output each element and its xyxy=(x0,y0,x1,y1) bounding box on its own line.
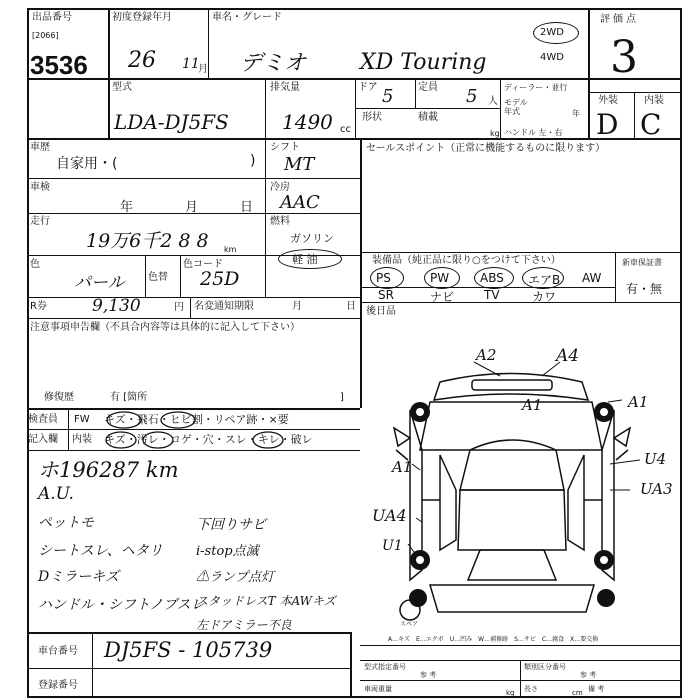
repair-history-value: 有 [箇所 xyxy=(110,392,148,403)
interior-label: 内装 xyxy=(644,95,664,106)
chassis-label-div xyxy=(92,632,93,698)
damage-mark-ua4: UA4 xyxy=(372,506,407,525)
note-right-1: i-stop点滅 xyxy=(196,544,259,559)
equip-ps: PS xyxy=(376,271,391,285)
damage-mark-u1: U1 xyxy=(382,538,403,554)
chassis-right xyxy=(350,632,352,698)
recycle-label: R券 xyxy=(30,301,47,312)
exterior-label: 外装 xyxy=(598,95,618,106)
km-unit: km xyxy=(224,245,237,254)
shift-label: シフト xyxy=(270,142,300,153)
damage-mark-a2: A2 xyxy=(476,346,497,364)
equip-ps-circle xyxy=(370,267,404,289)
repair-history-close: ] xyxy=(340,392,344,403)
registration-month-unit: 月 xyxy=(198,64,208,75)
note-1: A.U. xyxy=(38,484,74,504)
lot-number: 3536 xyxy=(30,50,88,80)
chassis-number: DJ5FS - 105739 xyxy=(104,638,273,662)
score-divider xyxy=(588,92,682,93)
note-2: ペットモ xyxy=(38,515,94,531)
equip-bottom xyxy=(360,302,682,303)
score-value: 3 xyxy=(610,32,638,83)
expiry-day: 日 xyxy=(346,301,356,312)
damage-mark-ua3: UA3 xyxy=(640,480,673,498)
shape-label: 形状 xyxy=(362,112,382,123)
sales-point-label: セールスポイント（正常に機能するものに限ります） xyxy=(366,143,606,154)
inspector-label: 検査員 xyxy=(28,414,58,425)
equip-abs-circle xyxy=(474,267,514,289)
expiry-label: 名変通知期限 xyxy=(194,301,254,312)
repair-history-label: 修復歴 xyxy=(44,392,74,403)
footer-mid2 xyxy=(360,680,682,681)
kg-unit: kg xyxy=(490,129,500,138)
damage-legend: A…キズ E…エクボ U…凹み W…補修跡 S…サビ C…腐食 X…要交換 xyxy=(388,636,599,643)
handle-label: ハンドル 左・右 xyxy=(504,128,563,137)
fw-items: キズ・飛石・ヒビ割・リペア跡・×要 xyxy=(104,413,289,426)
new-car-warranty-label: 新車保証書 xyxy=(622,258,662,267)
score-col-divider xyxy=(588,8,590,138)
ref-left: 参 考 xyxy=(420,671,437,679)
car-name: デミオ xyxy=(240,51,307,76)
footer-div xyxy=(520,660,521,698)
ext-int-divider xyxy=(634,92,635,138)
equipment-items-row1 xyxy=(372,270,612,286)
year-unit: 年 xyxy=(572,109,580,118)
interior-grade: C xyxy=(640,108,662,141)
cc-unit: cc xyxy=(340,124,351,135)
mileage-value: 19万6千2 8 8 xyxy=(86,230,209,252)
seats-unit: 人 xyxy=(488,96,498,107)
seat-col-divider xyxy=(415,78,416,108)
displacement-value: 1490 xyxy=(282,110,333,134)
fuel-gasoline: ガソリン xyxy=(290,232,334,245)
note-5: ハンドル・シフトノブスレ xyxy=(38,597,205,613)
equip-tv: TV xyxy=(484,288,500,302)
equip-navi: ナビ xyxy=(430,290,455,304)
equip-pw: PW xyxy=(430,271,450,285)
color-value: パール xyxy=(74,273,125,293)
size-label: 長さ xyxy=(524,685,538,693)
shaken-label: 車検 xyxy=(30,182,50,193)
equip-airbag-circle xyxy=(522,267,564,289)
history-value: 自家用・( xyxy=(56,156,118,172)
seats-value: 5 xyxy=(466,86,478,107)
displacement-label: 排気量 xyxy=(270,82,300,93)
equipment-items-row2 xyxy=(372,288,612,302)
recycle-value: 9,130 xyxy=(92,296,141,316)
note-right-0: 下回りサビ xyxy=(196,517,266,533)
inspection-circles xyxy=(0,0,360,450)
expiry-month: 月 xyxy=(292,301,302,312)
spec-mid-divider xyxy=(355,108,500,109)
car-name-label: 車名・グレード xyxy=(212,12,282,23)
color-label: 色 xyxy=(30,259,40,270)
shaken-month: 月 xyxy=(185,200,199,215)
equipment-label: 装備品（純正品に限り○をつけて下さい） xyxy=(372,255,561,266)
lot-sub-label: [2066] xyxy=(32,31,59,40)
seats-label: 定員 xyxy=(418,82,438,93)
first-registration-label: 初度登録年月 xyxy=(112,12,172,23)
fuel-diesel: 軽 油 xyxy=(292,253,318,266)
history-label: 車歴 xyxy=(30,142,50,153)
registration-number-label: 登録番号 xyxy=(38,680,78,691)
caution-label: 注意事項申告欄（不具合内容等は具体的に記入して下さい） xyxy=(30,322,300,333)
equip-abs: ABS xyxy=(480,271,504,285)
equip-leather: カワ xyxy=(532,290,557,304)
warranty-value: 有・無 xyxy=(626,282,663,296)
weight-label: 車両重量 xyxy=(364,685,392,693)
doors-value: 5 xyxy=(382,86,394,107)
equip-top xyxy=(360,252,682,253)
drive-4wd: 4WD xyxy=(540,52,564,63)
drive-2wd: 2WD xyxy=(540,27,564,38)
ac-value: AAC xyxy=(280,192,320,213)
damage-mark-a1-right: A1 xyxy=(628,393,649,411)
exterior-grade: D xyxy=(596,108,619,141)
shift-value: MT xyxy=(284,154,315,175)
dealer-label: ディーラー・並行 xyxy=(504,83,568,92)
mileage-label: 走行 xyxy=(30,216,50,227)
score-label: 評価点 xyxy=(600,14,639,25)
note-right-4: 左ドアミラー不良 xyxy=(196,618,292,632)
model-year-label: モデル 年式 xyxy=(504,98,528,116)
model-value: LDA-DJ5FS xyxy=(114,110,229,134)
damage-mark-u4: U4 xyxy=(644,450,667,468)
weight-unit: kg xyxy=(506,689,515,697)
entry-label: 記入欄 xyxy=(28,434,58,445)
history-close: ) xyxy=(250,153,256,169)
fw-label: FW xyxy=(74,414,90,425)
damage-mark-a4: A4 xyxy=(556,346,580,366)
chassis-mid xyxy=(27,668,350,669)
doors-label: ドア xyxy=(358,82,378,93)
dealer-col-divider xyxy=(500,78,501,138)
chassis-top xyxy=(27,632,350,634)
note-3: シートスレ、ヘタリ xyxy=(38,543,163,559)
color-code-value: 25D xyxy=(200,268,240,290)
load-label: 積載 xyxy=(418,112,438,123)
interior-insp-label: 内装 xyxy=(72,434,92,445)
footer-mid xyxy=(360,660,682,661)
equip-warranty-div xyxy=(615,252,616,302)
shaken-day: 日 xyxy=(240,200,254,215)
color-code-label: 色コード xyxy=(183,259,223,270)
damage-mark-a1-left: A1 xyxy=(392,458,413,476)
model-label: 型式 xyxy=(112,82,132,93)
note-right-2: ⚠ランプ点灯 xyxy=(196,570,275,585)
size-unit: cm xyxy=(572,689,583,697)
ref-right: 参 考 xyxy=(580,671,597,679)
spare-label: スペア xyxy=(400,621,419,628)
note-right-3: スタッドレスT 本AWキズ xyxy=(196,594,336,608)
car-diagram xyxy=(360,340,682,640)
equip-airbag: エアB xyxy=(528,273,561,287)
equip-sr: SR xyxy=(378,288,394,302)
legend-line xyxy=(360,645,682,646)
color-change-label: 色替 xyxy=(148,272,168,283)
chassis-label: 車台番号 xyxy=(38,646,78,657)
note-0: ホ196287 km xyxy=(38,458,179,482)
registration-year: 26 xyxy=(128,48,156,73)
registration-month: 11 xyxy=(182,56,200,72)
ac-label: 冷房 xyxy=(270,182,290,193)
fuel-label: 燃料 xyxy=(270,216,290,227)
remarks-label: 備 考 xyxy=(588,685,605,693)
equip-pw-circle xyxy=(424,267,460,289)
lot-number-label: 出品番号 xyxy=(32,12,72,23)
car-grade: XD Touring xyxy=(360,50,487,75)
yen-unit: 円 xyxy=(174,302,184,313)
shaken-year: 年 xyxy=(120,200,134,215)
note-4: Dミラーキズ xyxy=(38,569,119,585)
equip-aw: AW xyxy=(582,271,602,285)
spec-doc-label: 型式指定番号 xyxy=(364,663,406,671)
after-parts-label: 後日品 xyxy=(366,306,396,317)
interior-insp-items: キズ・汚レ・コゲ・穴・スレ・キレ・破レ xyxy=(104,433,313,446)
inspection-bottom xyxy=(27,450,360,451)
category-label: 類別区分番号 xyxy=(524,663,566,671)
damage-mark-a1-top: A1 xyxy=(522,396,543,414)
